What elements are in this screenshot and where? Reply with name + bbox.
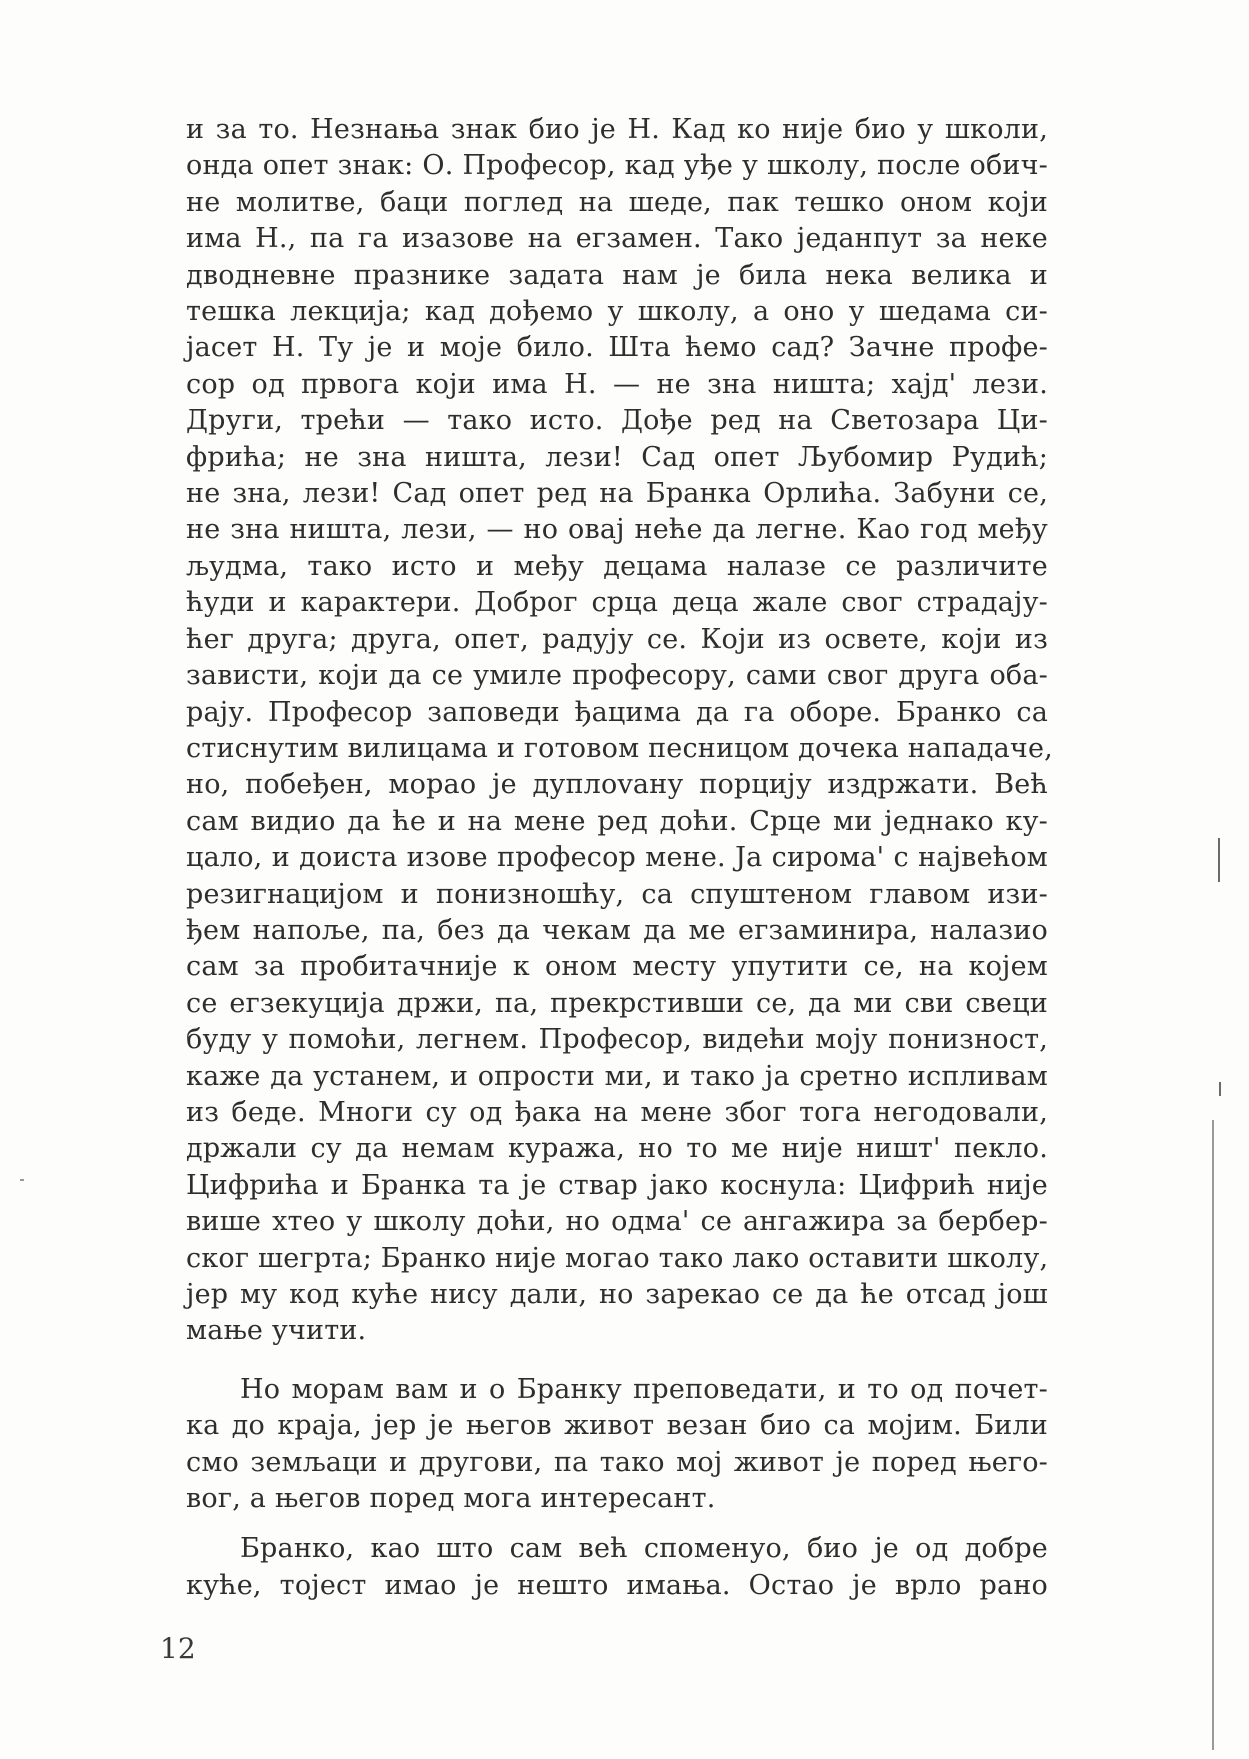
text-line: куће, тојест имао је нешто имања. Остао је врло рано	[186, 1569, 1048, 1601]
text-line: резигнацијом и понизношћу, са спуштеном главом изи-	[186, 878, 1048, 910]
text-line: из беде. Многи су од ђака на мене због тога негодовали,	[186, 1096, 1048, 1128]
text-line: не зна, лези! Сад опет ред на Бранка Орлића. Забуни се,	[186, 478, 1048, 510]
paragraph-2	[186, 1372, 1048, 1518]
paragraph-gap	[186, 1517, 1048, 1531]
text-line: не молитве, баци поглед на шеде, пак тешко оном који	[186, 186, 1048, 218]
text-line: Други, трећи — тако исто. Дође ред на Светозара Ци-	[186, 405, 1048, 437]
text-line: јасет Н. Ту је и моје било. Шта ћемо сад? Зачне профе-	[186, 332, 1048, 364]
text-line: зависти, који да се умиле професору, сами свог друга оба-	[186, 660, 1048, 692]
text-line: јер му код куће нису дали, но зарекао се да ће отсад још	[186, 1279, 1048, 1310]
text-line: рају. Професор заповеди ђацима да га оборе. Бранко са	[186, 696, 1048, 728]
scan-edge-mark	[1219, 1082, 1221, 1096]
text-line: ћуди и карактери. Доброг срца деца жале свог страдају-	[186, 587, 1048, 619]
page-number: 12	[160, 1632, 196, 1665]
text-line: стиснутим вилицама и готовом песницом дочека нападаче,	[186, 732, 1053, 764]
text-line: не зна ништа, лези, — но овај неће да легне. Као год међу	[186, 514, 1048, 546]
paragraph-gap	[186, 1350, 1048, 1372]
text-line: тешка лекција; кад дођемо у школу, а оно у шедама си-	[186, 296, 1048, 328]
scan-edge-mark	[20, 1179, 24, 1181]
text-line: ђем напоље, па, без да чекам да ме егзаминира, налазио	[186, 914, 1048, 946]
text-line: каже да устанем, и опрости ми, и тако ја сретно испливам	[186, 1060, 1048, 1092]
text-line: људма, тако исто и међу децама налазе се различите	[186, 550, 1048, 582]
text-line: Бранко, као што сам већ споменуо, био је од добре	[240, 1533, 1048, 1565]
text-line: цало, и доиста изове професор мене. Ја сирома' с највећом	[186, 842, 1048, 874]
text-line: и за то. Незнања знак био је Н. Кад ко није био у школи,	[186, 114, 1048, 145]
text-line: ћег друга; друга, опет, радују се. Који из освете, који из	[186, 623, 1048, 655]
scan-edge-mark	[1218, 838, 1220, 882]
text-line: сам за пробитачније к оном месту упутити се, на којем	[186, 951, 1048, 983]
text-line: се егзекуција држи, па, прекрстивши се, да ми сви свеци	[186, 987, 1048, 1019]
text-line: фрића; не зна ништа, лези! Сад опет Љубомир Рудић;	[186, 441, 1048, 473]
text-line: дводневне празнике задата нам је била нека велика и	[186, 259, 1048, 291]
text-line: смо земљаци и другови, па тако мој живот је поред њего-	[186, 1446, 1048, 1478]
paragraph-1	[186, 112, 1053, 1350]
body-text	[186, 112, 1053, 1604]
text-line: вог, а његов поред мога интересант.	[186, 1483, 716, 1515]
paragraph-3	[186, 1531, 1048, 1604]
text-line: ка до краја, јер је његов живот везан био са мојим. Били	[186, 1410, 1048, 1442]
scan-edge-mark	[1212, 1120, 1214, 1750]
text-line: има Н., па га изазове на егзамен. Тако једанпут за неке	[186, 223, 1048, 255]
text-line: буду у помоћи, легнем. Професор, видећи моју понизност,	[186, 1024, 1048, 1056]
text-line: Цифрића и Бранка та је ствар јако коснула: Цифрић није	[186, 1169, 1048, 1201]
text-line: сор од првога који има Н. — не зна ништа; хајд' лези.	[186, 368, 1048, 400]
text-line: онда опет знак: О. Професор, кад уђе у школу, после обич-	[186, 150, 1048, 182]
text-line: сам видио да ће и на мене ред доћи. Срце ми једнако ку-	[186, 805, 1048, 837]
text-line: ског шегрта; Бранко није могао тако лако оставити школу,	[186, 1242, 1049, 1274]
text-line: држали су да немам куража, но то ме није ништ' пекло.	[186, 1133, 1048, 1165]
text-line: но, побеђен, морао је дуплovану порцију издржати. Већ	[186, 769, 1048, 801]
text-line: више хтео у школу доћи, но одма' се ангажира за бербер-	[186, 1206, 1048, 1238]
text-line: Но морам вам и о Бранку преповедати, и то од почет-	[240, 1373, 1048, 1405]
text-line: мање учити.	[186, 1315, 367, 1347]
